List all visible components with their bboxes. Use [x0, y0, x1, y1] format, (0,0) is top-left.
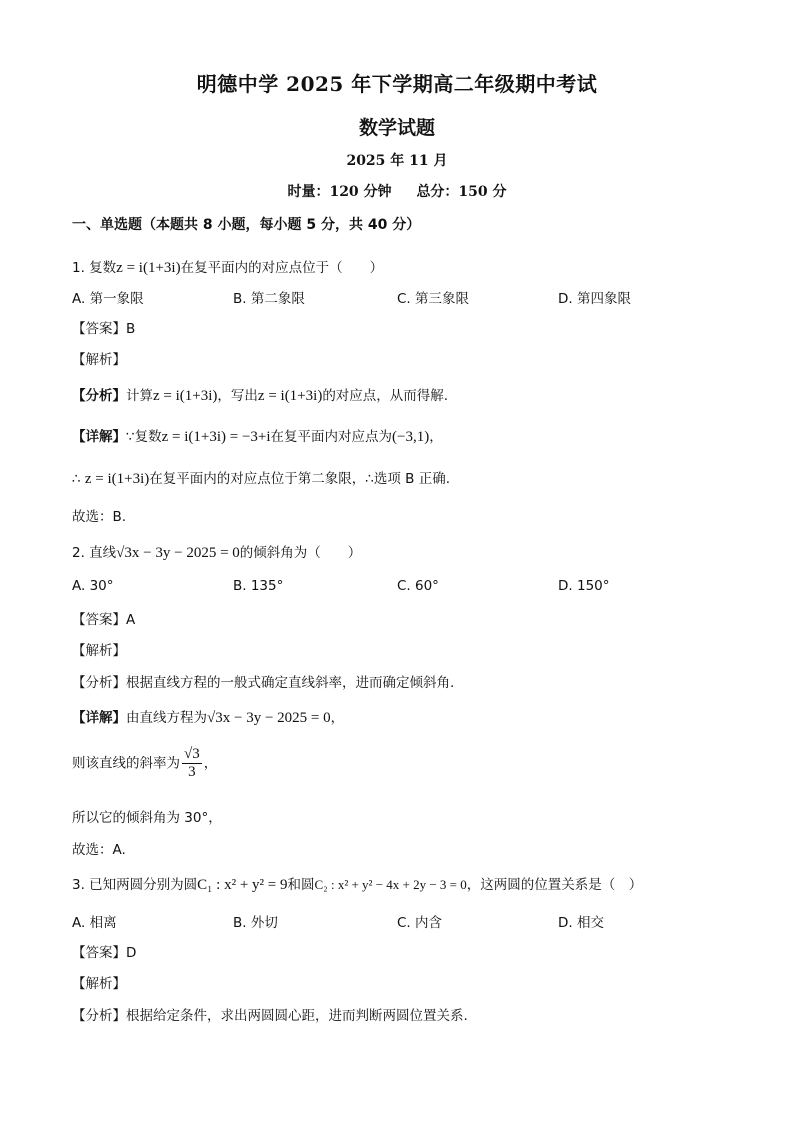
q2-option-c: C. 60° [397, 578, 439, 594]
q1-answer: 【答案】B [72, 321, 136, 337]
q1-choose: 故选：B. [72, 509, 127, 525]
q3-analysis: 【分析】根据给定条件，求出两圆圆心距，进而判断两圆位置关系. [72, 1008, 468, 1024]
q2-angle: 所以它的倾斜角为 30°， [72, 810, 222, 826]
q3-option-d: D. 相交 [558, 915, 604, 931]
exam-date: 2025 年 11 月 [346, 153, 448, 169]
q2-option-d: D. 150° [558, 578, 610, 594]
q2-choose: 故选：A. [72, 842, 126, 858]
q1-jiexi-label: 【解析】 [72, 352, 126, 368]
subject-title: 数学试题 [358, 117, 435, 139]
exam-title: 明德中学 2025 年下学期高二年级期中考试 [196, 72, 598, 96]
q1-analysis: 【分析】计算z = i(1+3i)，写出z = i(1+3i)的对应点，从而得解. [72, 388, 449, 404]
q2-option-b: B. 135° [233, 578, 284, 594]
q3-option-a: A. 相离 [72, 915, 117, 931]
q1-option-c: C. 第三象限 [397, 291, 470, 307]
q1-option-a: A. 第一象限 [72, 291, 144, 307]
q2-jiexi-label: 【解析】 [72, 643, 126, 659]
q3-jiexi-label: 【解析】 [72, 976, 126, 992]
q2-option-a: A. 30° [72, 578, 114, 594]
q2-detail: 【详解】由直线方程为√3x − 3y − 2025 = 0， [72, 710, 345, 726]
section-heading: 一、单选题（本题共 8 小题，每小题 5 分，共 40 分） [72, 217, 421, 233]
q1-option-d: D. 第四象限 [558, 291, 631, 307]
slope-fraction: $\frac{√3}{3}$ [184, 746, 200, 780]
q3-option-b: B. 外切 [233, 915, 278, 931]
q2-slope: 则该直线的斜率为 $\frac{√3}{3}$ ， [72, 746, 218, 780]
math-expression: z = i(1+3i) [116, 260, 181, 276]
q1-detail-conclusion: ∴ z = i(1+3i)在复平面内的对应点位于第二象限，∴选项 B 正确. [72, 471, 451, 487]
total-score: 总分：150 分 [416, 184, 507, 200]
q3-answer: 【答案】D [72, 945, 137, 961]
q1-option-b: B. 第二象限 [233, 291, 305, 307]
q3-option-c: C. 内含 [397, 915, 443, 931]
q1-detail: 【详解】∵复数z = i(1+3i) = −3+i在复平面内对应点为(−3,1)， [72, 429, 443, 445]
question-3-stem: 3. 已知两圆分别为圆C₁ : x² + y² = 9和圆C₂ : x² + y² − 4x + 2y − 3 = 0，这两圆的位置关系是（ ） [72, 877, 643, 893]
q2-answer: 【答案】A [72, 612, 136, 628]
q2-analysis: 【分析】根据直线方程的一般式确定直线斜率，进而确定倾斜角. [72, 675, 455, 691]
time-score-info [0, 181, 794, 201]
question-2-stem: 2. 直线√3x − 3y − 2025 = 0的倾斜角为（ ） [72, 545, 362, 561]
time-limit: 时量：120 分钟 [287, 184, 392, 200]
question-1-stem: 1. 复数z = i(1+3i)在复平面内的对应点位于（ ） [72, 260, 384, 276]
